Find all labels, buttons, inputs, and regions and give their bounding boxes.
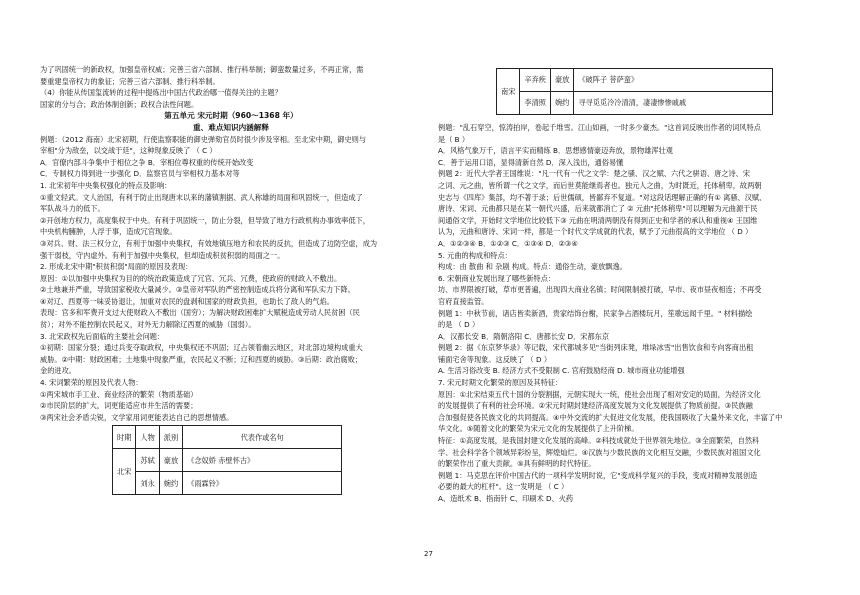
text-line: 例题 1：中秋节前，诸店皆卖新酒，贵家结饰台榭，民家争占酒楼玩月，笙歌远闻千里。" 材料描绘 <box>438 308 753 318</box>
text-line: 贫）；对外不能控制农民起义，对外无力解除辽西夏的威胁（国弱）。 <box>40 320 256 330</box>
text-line: ②开创地方权力，高度集权于中央。有利于巩固统一，防止分裂，但导致了地方行政机构办事效率低下， <box>40 215 370 225</box>
text-line: 为了巩固统一的新政权，加强皇帝权威；完善三省六部制、推行科举制；御蛮数量过多，不再正常，需 <box>40 65 364 74</box>
text-line: 认为，元曲和唐诗、宋词一样，都是一个时代文学成就的代表，赋予了元曲很高的文学地位 （ D ） <box>438 227 753 237</box>
text-line: 合加强促使各民族文化的共同提高。④中外交流的扩大促进文化发展，使我国吸收了大量外来文化，丰富了中 <box>438 412 783 422</box>
text-line: 例题 2：近代大学者王国维说："凡一代有一代之文学：楚之骚、汉之赋、六代之骈语、唐之诗、宋 <box>438 169 751 179</box>
text-line: 例题："乱石穿空，惊涛拍岸，卷起千堆雪。江山如画，一时多少豪杰。"这首词反映出作者的词风特点 <box>438 123 761 132</box>
text-line: 唐诗、宋词、元曲都只是在某一朝代兴盛，后来就都消亡了 ② 元曲"托体稍卑"可以理解为元曲源于民 <box>438 204 758 214</box>
unit-title: 第五单元 宋元时期（960～1368 年） <box>164 111 298 121</box>
text-line: A．①②③④ B．①②③ C．①③④ D．②③④ <box>438 238 578 248</box>
table-row <box>497 69 773 92</box>
text-line: 2. 形成北宋中期"积贫积弱"局面的原因及表现： <box>40 262 193 272</box>
text-line: 特征：①高度发展，是我国封建文化发展的高峰。②科技成就处于世界领先地位。③全面繁荣，自然科 <box>438 436 760 446</box>
text-line: 华文化。⑤随着文化的繁荣为宋元文化的发展提供了上升阶梯。 <box>438 424 639 434</box>
column-header: 时期 <box>113 426 136 449</box>
text-line: 中央机构臃肿，人浮于事，造成冗官现象。 <box>40 227 177 237</box>
table-row <box>113 449 342 472</box>
text-line: A．风格气象万千，语言平实而精练 B．思想感情豪迈奔放，景物雄浑壮观 <box>438 146 673 156</box>
text-line: 必要的最大的杠杆"。这一发明是 （ C ） <box>438 482 569 492</box>
text-line: 威胁。②中期：财政困难；土地集中现象严重，农民起义不断；辽和西夏的威胁。③后期：政治腐败； <box>40 354 362 364</box>
text-line: 1. 北宋初年中央集权强化的特点及影响： <box>40 180 172 190</box>
work-cell: 《念奴娇 赤壁怀古》 <box>183 449 342 472</box>
northern-song-ci-table <box>112 425 342 495</box>
poet-cell: 辛弃疾 <box>520 69 551 92</box>
text-line: ③对兵、财、法三权分立，有利于加强中央集权，有效地镇压地方和农民的反抗，但造成了边防空虚，成为 <box>40 238 378 248</box>
work-cell: 《雨霖铃》 <box>183 472 342 495</box>
text-line: 之词、元之曲，皆所谓一代之文学，而后世莫能继焉者也。独元人之曲，为时既近，托体稍卑，故两朝 <box>438 180 762 190</box>
text-line: 学、社会科学各个领域异彩纷呈，辉煌灿烂。④汉族与少数民族的文化相互交融，少数民族对祖国文化 <box>438 447 761 457</box>
text-line: C．专制权力得到进一步强化 D．监察官员与宰相权力基本对等 <box>40 169 240 179</box>
text-line: 金的进攻。 <box>40 366 76 376</box>
text-line: 坊、市界限被打破，草市更普遍，出现四大商业名镇；时间限制被打破，早市、夜市昼夜相连；不再受 <box>438 285 762 295</box>
page-number: 27 <box>424 550 433 558</box>
text-line: 7. 宋元时期文化繁荣的原因及其特征： <box>438 378 563 388</box>
text-line: 的繁荣作出了重大贡献。⑤具有鲜明的时代特征。 <box>438 459 596 469</box>
text-line: 例题 2：据《东京梦华录》等记载，宋代都城多见"当街列床凳，堆垛冰雪"出售饮食和专向客商出租 <box>438 343 754 353</box>
school-cell: 婉约 <box>159 472 182 495</box>
section-subtitle: 重、难点知识内涵解释 <box>193 122 269 132</box>
poet-cell: 李清照 <box>520 92 551 115</box>
text-line: ④对辽、西夏等一味妥协退让，加重对农民的盘剥和国家的财政负担，也助长了敌人的气焰。 <box>40 296 334 306</box>
text-line: ③两宋社会矛盾尖锐，文学家用词更能表达自己的思想情感。 <box>40 412 234 422</box>
text-line: C．善于运用口语，显得清新自然 D．深入浅出，通俗易懂 <box>438 157 624 167</box>
text-line: 是（ B ） <box>438 134 470 144</box>
period-cell: 北宋 <box>113 449 136 495</box>
text-line: ②市民阶层的扩大，词更能适应市井生活的需要； <box>40 401 198 411</box>
right-column <box>438 122 821 572</box>
text-line: 3. 北宋政权先后面临的主要社会问题： <box>40 331 165 341</box>
text-line: 的发展提供了有利的社会环境。②宋元时期封建经济高度发展为文化发展提供了物质前提。③民族融 <box>438 401 753 411</box>
text-line: 例题：（2012 海南）北宋初期，行使监察职能的御史弹劾官员时很少涉及宰相。至北宋中期，御史则与 <box>40 134 367 144</box>
text-line: A. 生活习俗改变 B. 经济方式不受限制 C. 官府鼓励经商 D. 城市商业功能增强 <box>438 366 685 376</box>
poet-cell: 刘永 <box>136 472 159 495</box>
left-column <box>40 64 422 569</box>
school-cell: 豪放 <box>550 69 573 92</box>
text-line: 铺面宅舍等现象。这反映了 （ D ） <box>438 354 552 364</box>
text-line: 史志与《四库》集部，均不著于录；后世儒硕，皆鄙弃不复道。"对这段话理解正确的有① 离骚、汉赋、 <box>438 192 767 202</box>
table-row <box>113 472 342 495</box>
text-line: 国家的分与合；政治体制创新；政权合法性问题。 <box>40 99 199 109</box>
text-line: 强干弱枝，守内虚外。有利于加强中央集权，但却造成积贫积弱的局面之一。 <box>40 250 285 260</box>
text-line: 的是 （ D ） <box>438 320 480 330</box>
text-line: 军队战斗力的低下。 <box>40 204 105 214</box>
text-line: 原因：①以加强中央集权为目的的统治政策造成了冗官、冗兵、冗费，使政府的财政入不敷出。 <box>40 273 342 283</box>
school-cell: 豪放 <box>159 449 182 472</box>
text-line: ①重文轻武。文人治国，有利于防止出现唐末以来的藩镇割据、武人称雄的局面和巩固统一，但造成了 <box>40 192 363 202</box>
column-header: 派别 <box>159 426 182 449</box>
text-line: 构成：由 散曲 和 杂剧 构成。特点：通俗生动，豪放飘逸。 <box>438 262 627 272</box>
table-row <box>497 92 773 115</box>
text-line: ②土地兼并严重，导致国家税收大量减少。③皇帝对军队的严密控制造成兵将分离和军队实力下降。 <box>40 285 355 295</box>
text-line: 原因：①北宋结束五代十国的分裂割据，元朝实现大一统，使社会出现了相对安定的局面，为经济文化 <box>438 389 761 399</box>
column-header: 代表作或名句 <box>183 426 342 449</box>
text-line: A．汉都长安 B．隋朝洛阳 C．唐都长安 D．宋都东京 <box>438 331 610 341</box>
school-cell: 婉约 <box>550 92 573 115</box>
work-cell: 寻寻觅觅冷冷清清，凄凄惨惨戚戚 <box>574 92 773 115</box>
text-line: A．官僚内部斗争集中于相位之争 B．宰相位尊权重的传统开始改变 <box>40 157 254 167</box>
text-line: A、造纸术 B、指南针 C、印刷术 D、火药 <box>438 494 574 503</box>
poet-cell: 苏轼 <box>136 449 159 472</box>
text-line: 表现：官多和军费开支过大使财政入不敷出（国穷）；为解决财政困难扩大赋税造成劳动人民贫困（民 <box>40 308 360 318</box>
work-cell: 《破阵子 菩萨蛮》 <box>574 69 773 92</box>
text-line: 官府直接监管。 <box>438 296 489 306</box>
southern-song-ci-table <box>496 68 773 115</box>
text-line: （4）你能从传国玺流转的过程中提炼出中国古代政治哪一值得关注的主题？ <box>40 88 282 98</box>
text-line: ①两宋城市手工业、商业经济的繁荣（物质基础） <box>40 389 198 399</box>
text-line: 要重建皇帝权力的象征；完善三省六部制、推行科举制。 <box>40 76 220 86</box>
text-line: 5. 元曲的构成和特点： <box>438 250 512 260</box>
table-header-row <box>113 426 342 449</box>
period-cell: 南宋 <box>497 69 520 115</box>
text-line: 间通俗文学，开始时文学地位比较低下③ 元曲在明清两朝没有得到正史和学者的承认和重视④ 王国维 <box>438 215 758 225</box>
column-header: 人物 <box>136 426 159 449</box>
text-line: 例题 1：马克思在评价中国古代的一项科学发明时说，它"变成科学复兴的手段，变成对精神发展创造 <box>438 470 758 480</box>
text-line: 6. 宋朝商业发展出现了哪些新特点： <box>438 273 555 283</box>
text-line: ①初期：国家分裂；通过兵变夺取政权，中央集权还不巩固；辽占领着幽云地区，对北部边境构成重大 <box>40 343 363 353</box>
text-line: 4. 宋词繁荣的原因及代表人物： <box>40 378 143 388</box>
text-line: 宰相"分为敌垒，以交战于廷"，这种现象反映了 （ C ） <box>40 146 217 156</box>
